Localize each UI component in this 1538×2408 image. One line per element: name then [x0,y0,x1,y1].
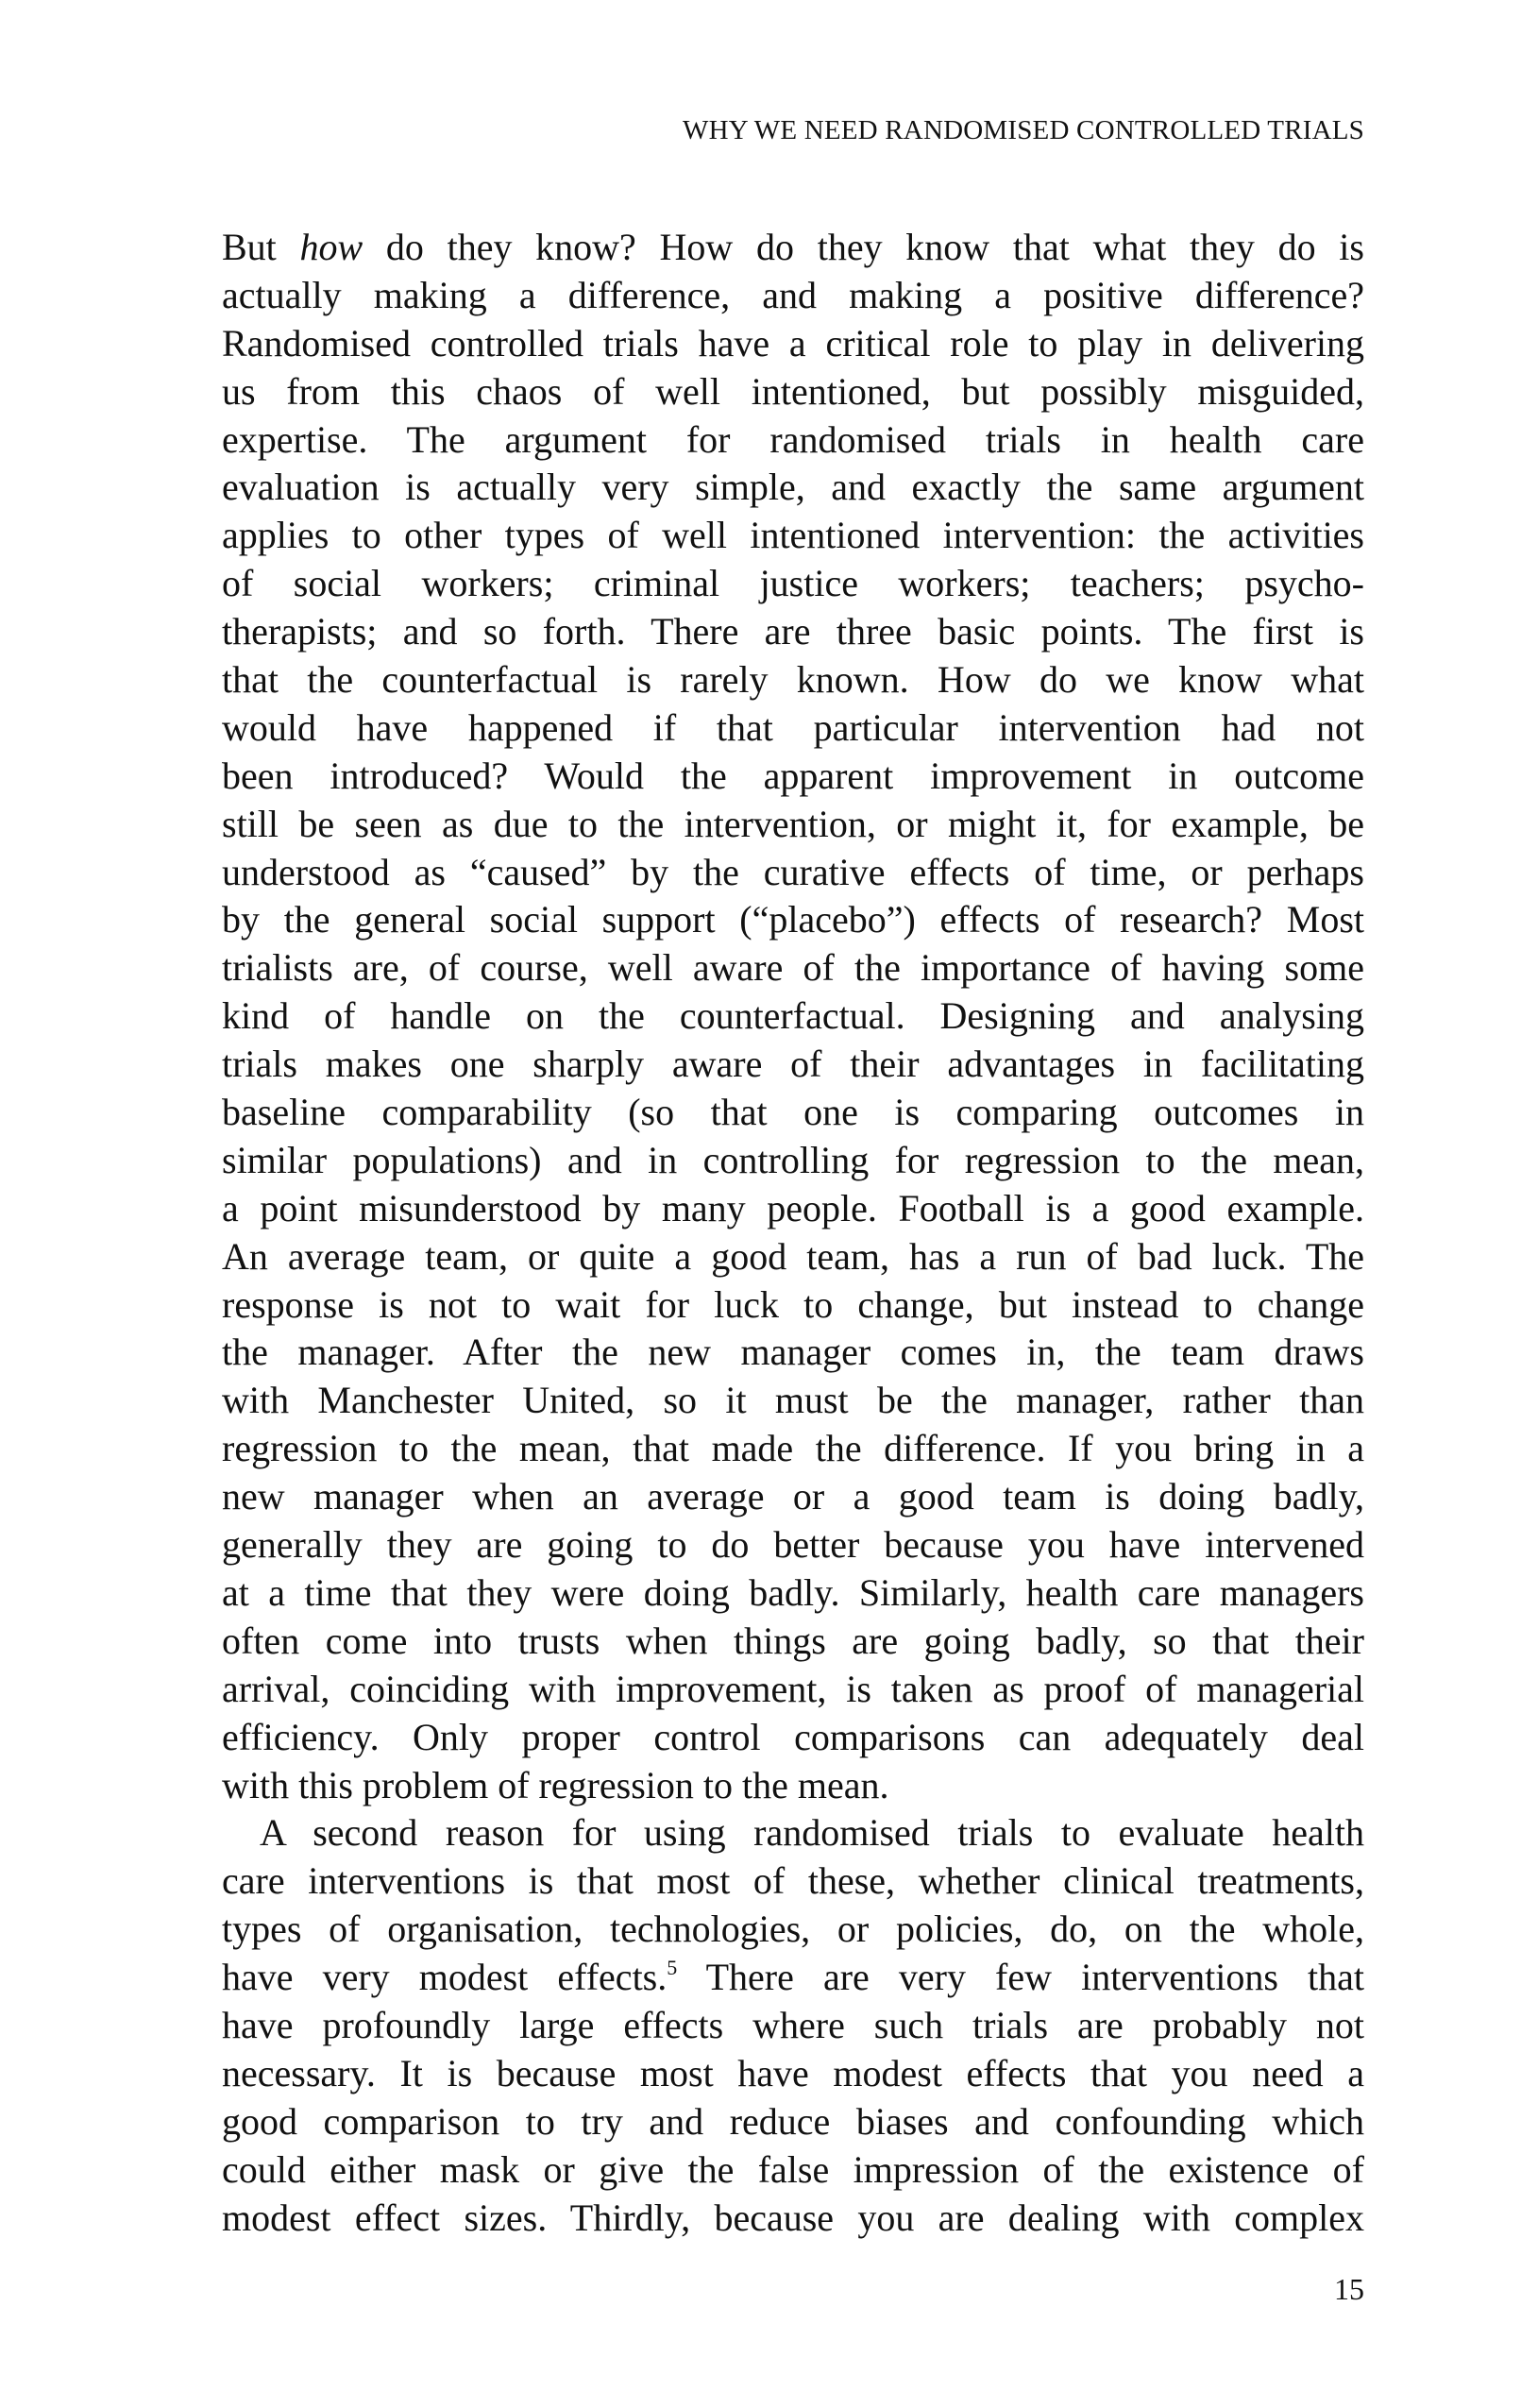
text-line: good comparison to try and reduce biases and confounding which [222,2099,1364,2143]
text-line: have profoundly large effects where such trials are probably not [222,2003,1364,2046]
text-line: similar populations) and in controlling for regression to the mean, [222,1138,1364,1181]
text-line: new manager when an average or a good team is doing badly, [222,1475,1364,1518]
text-line: a point misunderstood by many people. Football is a good example. [222,1186,1364,1229]
footnote-reference[interactable]: 5 [667,1956,678,1980]
text-line: still be seen as due to the intervention, or might it, for example, be [222,802,1364,845]
text-line: have very modest effects.$^5$ There are very few interventions that [222,1956,1364,1999]
text-line: that the counterfactual is rarely known. How do we know what [222,658,1364,702]
text-line: regression to the mean, that made the difference. If you bring in a [222,1427,1364,1470]
text-line: care interventions is that most of these, whether clinical treatments, [222,1859,1364,1903]
text-line: with this problem of regression to the mean. [222,1763,889,1806]
text-line: by the general social support (“placebo”) effects of research? Most [222,898,1364,941]
text-line: would have happened if that particular intervention had not [222,705,1364,749]
text-line: modest effect sizes. Thirdly, because you are dealing with complex [222,2196,1364,2239]
text-line: A second reason for using randomised trials to evaluate health [260,1811,1364,1855]
text-line: necessary. It is because most have modest effects that you need a [222,2051,1364,2094]
text-line: trials makes one sharply aware of their advantages in facilitating [222,1043,1364,1086]
text-line: understood as “caused” by the curative effects of time, or perhaps [222,850,1364,893]
text-line: expertise. The argument for randomised trials in health care [222,417,1364,461]
text-line: trialists are, of course, well aware of the importance of having some [222,946,1364,990]
page-number: 15 [1334,2272,1364,2306]
emphasis: how [299,226,363,268]
body-text [222,224,1364,2242]
text-line: generally they are going to do better because you have intervened [222,1523,1364,1567]
text-line: kind of handle on the counterfactual. Designing and analysing [222,994,1364,1038]
paragraph-1 [222,224,1364,1809]
text-line: of social workers; criminal justice workers; teachers; psycho- [222,562,1364,605]
text-line: us from this chaos of well intentioned, but possibly misguided, [222,369,1364,413]
text-line: But how do they know? How do they know that what they do is [222,226,1364,268]
text-line: the manager. After the new manager comes in, the team draws [222,1331,1364,1374]
text-line: actually making a difference, and making a positive difference? [222,273,1364,316]
text-line: baseline comparability (so that one is comparing outcomes in [222,1091,1364,1134]
text-line: efficiency. Only proper control comparisons can adequately deal [222,1715,1364,1758]
text-line: been introduced? Would the apparent improvement in outcome [222,754,1364,797]
running-head: WHY WE NEED RANDOMISED CONTROLLED TRIALS [683,115,1364,145]
text-line: arrival, coinciding with improvement, is taken as proof of managerial [222,1667,1364,1710]
text-line: Randomised controlled trials have a critical role to play in delivering [222,321,1364,365]
text-line: types of organisation, technologies, or policies, do, on the whole, [222,1908,1364,1951]
text-line: applies to other types of well intentioned intervention: the activities [222,514,1364,557]
text-line: with Manchester United, so it must be the manager, rather than [222,1379,1364,1422]
text-line: could either mask or give the false impression of the existence of [222,2147,1364,2191]
text-line: response is not to wait for luck to change, but instead to change [222,1282,1364,1326]
paragraph-2 [222,1809,1364,2242]
text-line: at a time that they were doing badly. Similarly, health care managers [222,1570,1364,1614]
text-line: An average team, or quite a good team, has a run of bad luck. The [222,1234,1364,1278]
text-line: therapists; and so forth. There are three basic points. The first is [222,610,1364,653]
text-line: often come into trusts when things are going badly, so that their [222,1619,1364,1662]
text-line: evaluation is actually very simple, and exactly the same argument [222,466,1364,509]
